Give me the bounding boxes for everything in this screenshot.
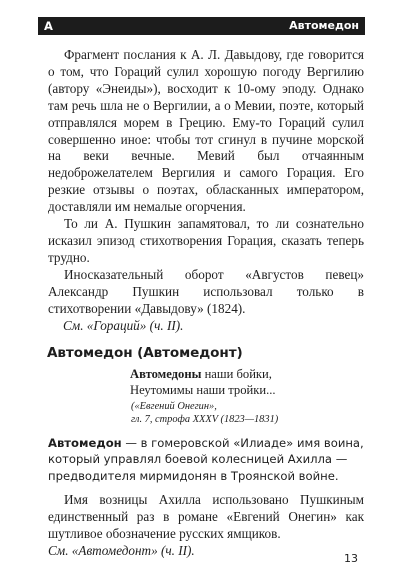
definition-block — [48, 435, 366, 484]
paragraph-achilles-driver: Имя возницы Ахилла использовано Пушкиным единственный раз в романе «Евгений Онегин» как шутливое обозначение русских ямщиков. — [48, 492, 364, 541]
paragraph-davydov-letter: Фрагмент послания к А. Л. Давыдову, где говорится о том, что Гораций сулил хорошую погоду Вергилию (автору «Энеиды»), восходит к 10-ому эподу. Однако там речь шла не о Вергилии, а о Мевии, поэте, который отправлялся морем в Грецию. Ему-то Гораций сулил совершенно иное: чтобы тот сгинул в пучине морской на веки вечные. Мевий был отчаянным недоброжелателем Вергилия и самого Горация. Его резкие отзывы о поэтах, обласканных императором, доставляли им немалые огорчения. — [48, 47, 364, 215]
paragraph-pushkin-memory: То ли А. Пушкин запамятовал, то ли сознательно исказил эпизод стихотворения Горация, сказать теперь трудно. — [48, 216, 364, 265]
header-letter: А — [44, 19, 53, 33]
header-running-title: Автомедон — [289, 19, 359, 32]
page-number: 13 — [344, 552, 358, 565]
epigraph-source-line-2: гл. 7, строфа XXXV (1823—1831) — [131, 414, 279, 425]
cross-reference-horace: См. «Гораций» (ч. II). — [63, 318, 184, 333]
epigraph-line-1-rest: наши бойки, — [201, 367, 272, 381]
cross-reference-avtomedont: См. «Автомедонт» (ч. II). — [48, 543, 195, 558]
paragraph-augustus-singer: Иносказательный оборот «Августов певец» Александр Пушкин использовал только в стихотворении «Давыдову» (1824). — [48, 267, 364, 316]
definition-term: Автомедон — [48, 436, 122, 450]
definition-text: — в гомеровской «Илиаде» имя воина, который управлял боевой колесницей Ахилла — предводителя мирмидонян в Троянской войне. — [48, 436, 364, 483]
section-heading: Автомедон (Автомедонт) — [47, 345, 243, 361]
running-header — [38, 17, 365, 35]
epigraph-line-1 — [130, 367, 272, 382]
epigraph-source-line-1: («Евгений Онегин», — [131, 401, 217, 412]
epigraph-term: Автомедоны — [130, 367, 202, 381]
epigraph-line-2: Неутомимы наши тройки... — [130, 383, 276, 397]
